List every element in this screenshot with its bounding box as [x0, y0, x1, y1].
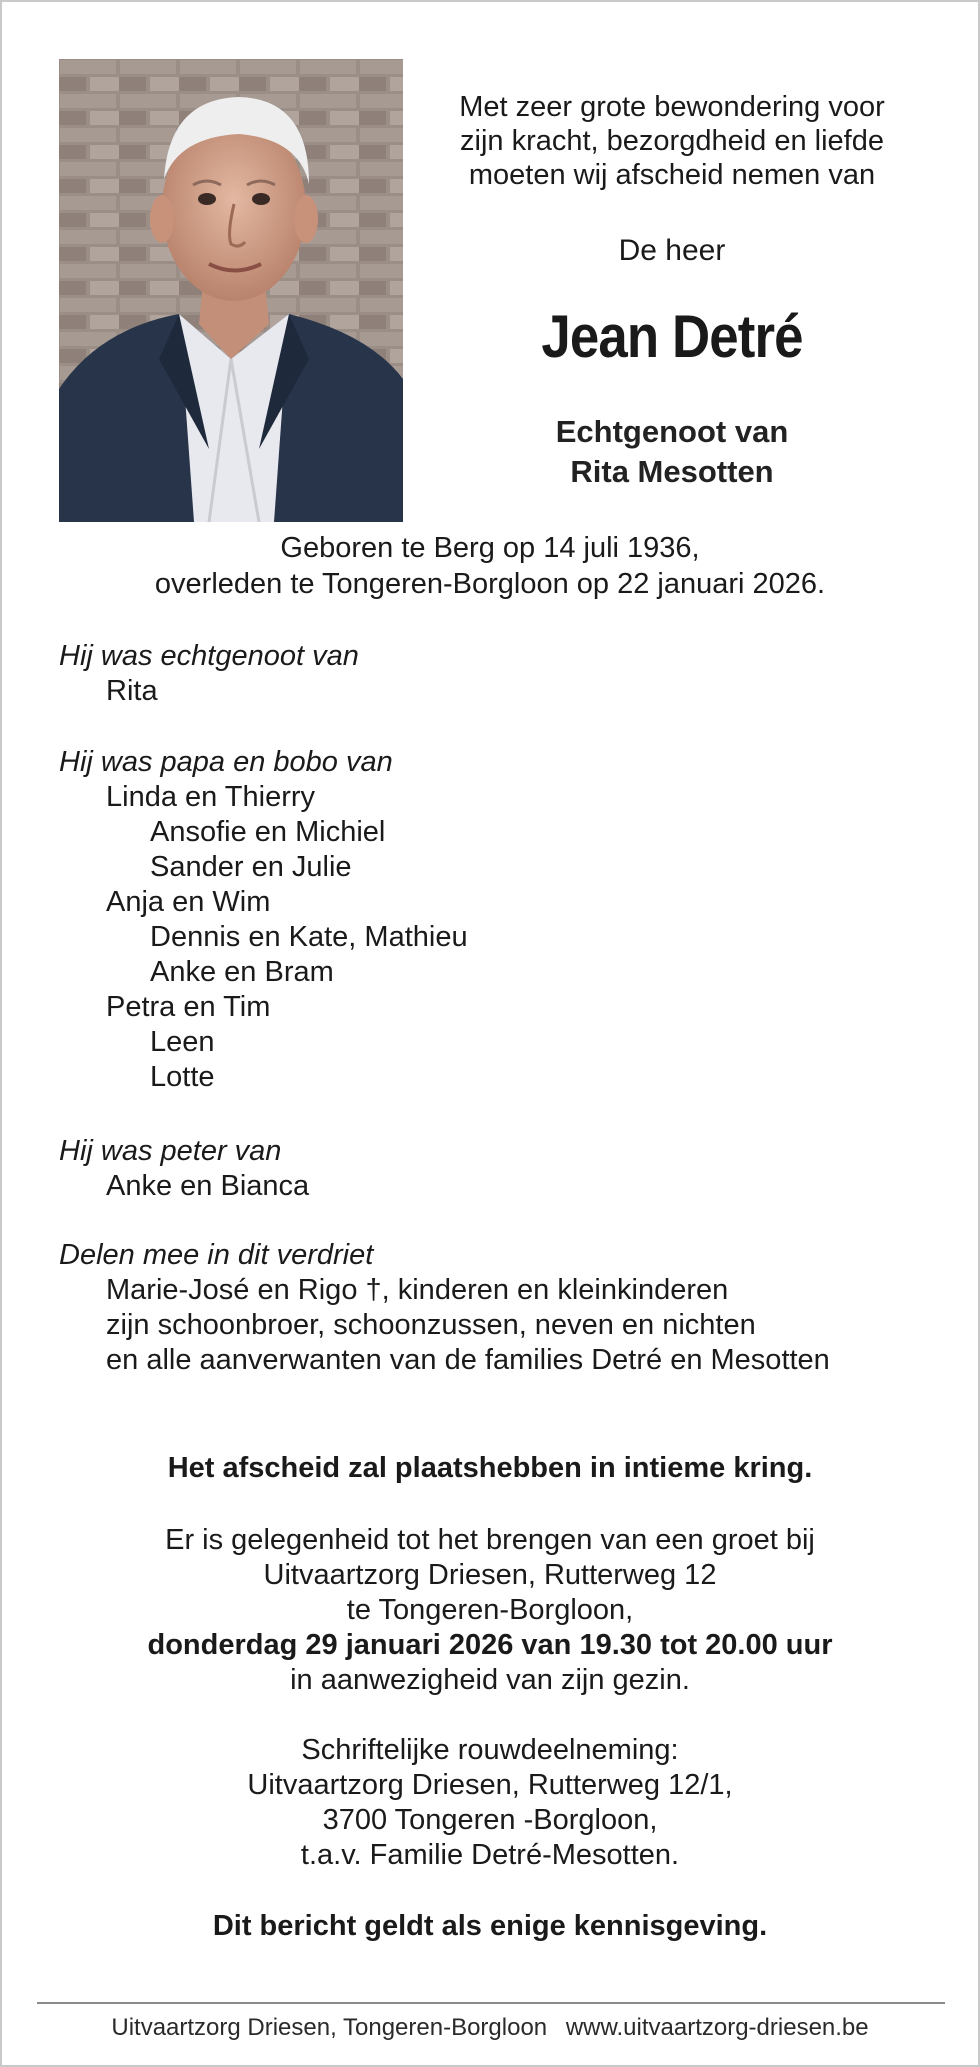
relative-name: Anke en Bianca — [106, 1170, 310, 1202]
child-family: Petra en Tim — [106, 991, 271, 1023]
grandchild: Dennis en Kate, Mathieu — [150, 921, 468, 953]
notice-text: Dit bericht geldt als enige kennisgeving. — [212, 1910, 768, 1942]
visitation-line: te Tongeren-Borgloon, — [346, 1594, 634, 1626]
birth-line: Geboren te Berg op 14 juli 1936, — [280, 532, 700, 564]
spouse-line: Echtgenoot van — [555, 414, 789, 449]
grandchild: Sander en Julie — [150, 851, 352, 883]
visitation-date: donderdag 29 januari 2026 van 19.30 tot 20.00 uur — [147, 1629, 833, 1661]
condolences-line: Uitvaartzorg Driesen, Rutterweg 12/1, — [247, 1769, 733, 1801]
spouse-line: Rita Mesotten — [570, 454, 774, 489]
title-prefix: De heer — [618, 234, 726, 267]
intro-line: Met zeer grote bewondering voor — [459, 91, 885, 123]
section-heading: Delen mee in dit verdriet — [59, 1239, 374, 1271]
portrait-image — [59, 59, 403, 522]
sharing-line: Marie-José en Rigo †, kinderen en kleinkinderen — [106, 1274, 729, 1306]
footer-company: Uitvaartzorg Driesen, Tongeren-Borgloon — [111, 2014, 548, 2041]
footer — [2, 2014, 978, 2042]
relative-name: Rita — [106, 675, 158, 707]
intro-line: moeten wij afscheid nemen van — [468, 159, 876, 191]
section-heading: Hij was echtgenoot van — [59, 640, 359, 672]
sharing-line: zijn schoonbroer, schoonzussen, neven en nichten — [106, 1309, 756, 1341]
portrait-photo — [59, 59, 403, 522]
intro-line: zijn kracht, bezorgdheid en liefde — [460, 125, 884, 157]
section-heading: Hij was peter van — [59, 1135, 282, 1167]
condolences-line: 3700 Tongeren -Borgloon, — [322, 1804, 658, 1836]
spouse-of — [422, 412, 922, 492]
grandchild: Ansofie en Michiel — [150, 816, 386, 848]
farewell-text: Het afscheid zal plaatshebben in intieme kring. — [167, 1452, 813, 1484]
grandchild: Leen — [150, 1026, 215, 1058]
sharing-line: en alle aanverwanten van de families Detré en Mesotten — [106, 1344, 830, 1376]
visitation-line: Er is gelegenheid tot het brengen van een groet bij — [165, 1524, 815, 1556]
section-children — [59, 745, 959, 1095]
child-family: Anja en Wim — [106, 886, 271, 918]
section-sharing — [59, 1238, 959, 1378]
intro-text — [422, 90, 922, 192]
child-family: Linda en Thierry — [106, 781, 316, 813]
condolences-line: Schriftelijke rouwdeelneming: — [301, 1734, 679, 1766]
condolences-line: t.a.v. Familie Detré-Mesotten. — [300, 1839, 680, 1871]
footer-website-link[interactable]: www.uitvaartzorg-driesen.be — [565, 2014, 869, 2041]
visitation-line: Uitvaartzorg Driesen, Rutterweg 12 — [263, 1559, 717, 1591]
deceased-name: Jean Detré — [541, 303, 803, 370]
section-heading: Hij was papa en bobo van — [59, 746, 393, 778]
section-godfather — [59, 1134, 959, 1204]
death-line: overleden te Tongeren-Borgloon op 22 januari 2026. — [154, 568, 826, 600]
condolences-info — [2, 1733, 978, 1873]
footer-divider — [37, 2002, 945, 2004]
grandchild: Anke en Bram — [150, 956, 334, 988]
visitation-closing: in aanwezigheid van zijn gezin. — [290, 1664, 690, 1696]
grandchild: Lotte — [150, 1061, 215, 1093]
birth-death-dates — [2, 530, 978, 602]
visitation-info — [2, 1523, 978, 1698]
section-spouse — [59, 639, 959, 709]
